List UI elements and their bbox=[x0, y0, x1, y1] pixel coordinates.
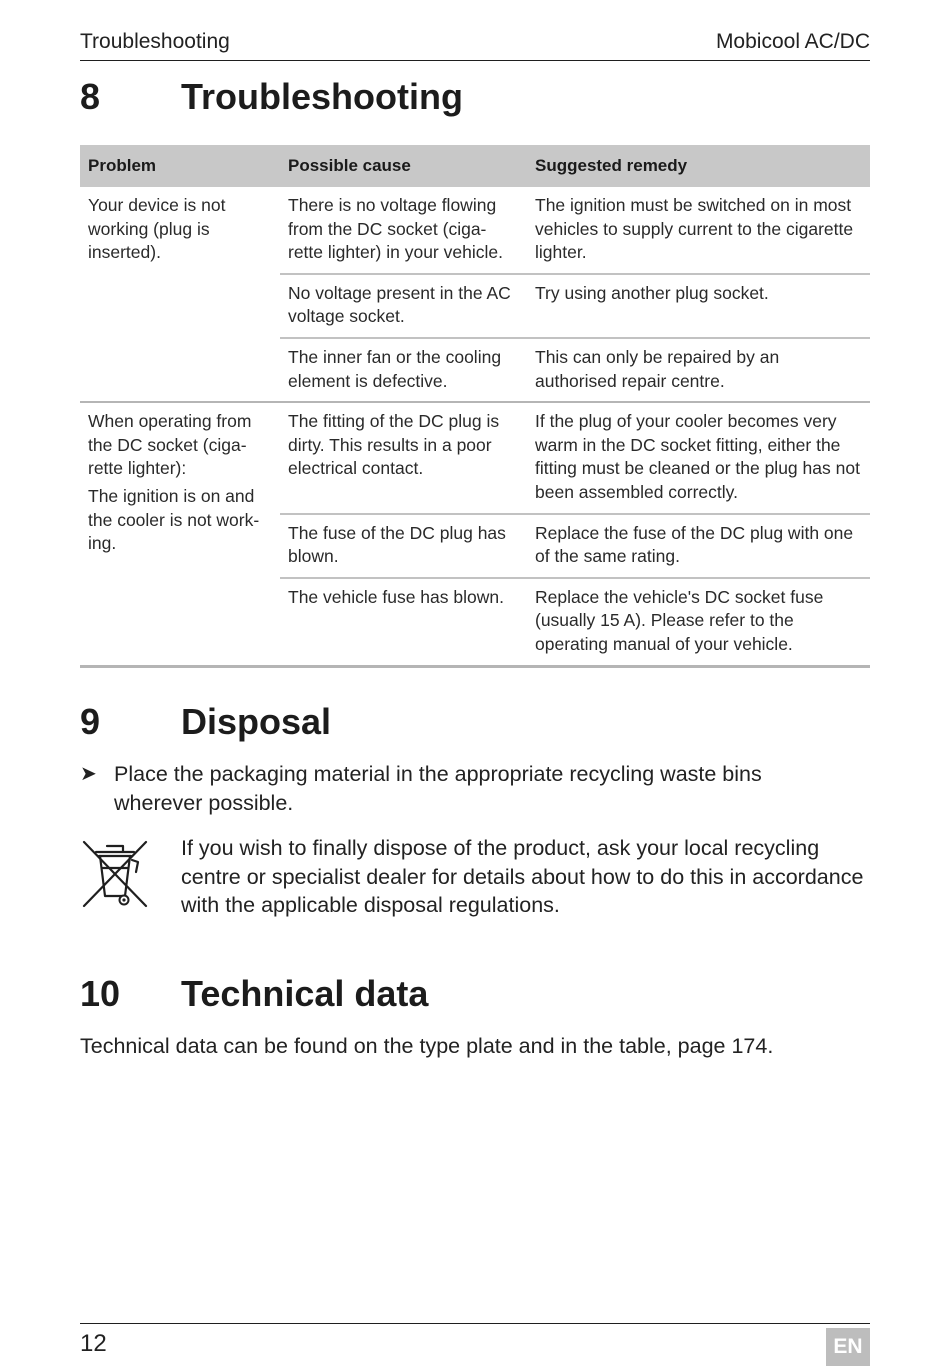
running-header bbox=[80, 28, 870, 61]
section-number: 8 bbox=[80, 76, 101, 117]
remedy-cell: Replace the vehicle's DC socket fuse (usually 15 A). Please refer to the operating manual of your vehicle. bbox=[527, 578, 870, 666]
page-number: 12 bbox=[80, 1330, 107, 1357]
cause-cell: The fitting of the DC plug is dirty. This results in a poor electrical contact. bbox=[280, 402, 527, 513]
problem-text: The ignition is on and the cooler is not work-ing. bbox=[88, 485, 260, 554]
section-title: Technical data bbox=[181, 973, 429, 1014]
problem-cell bbox=[80, 402, 280, 666]
remedy-cell: Try using another plug socket. bbox=[527, 274, 870, 338]
problem-cell bbox=[80, 187, 280, 402]
column-header-problem: Problem bbox=[80, 145, 280, 187]
section-title: Troubleshooting bbox=[181, 76, 463, 117]
cause-cell: The vehicle fuse has blown. bbox=[280, 578, 527, 666]
cause-cell: The inner fan or the cooling element is defective. bbox=[280, 338, 527, 402]
column-header-cause: Possible cause bbox=[280, 145, 527, 187]
problem-text: Your device is not working (plug is inserted). bbox=[88, 195, 226, 263]
remedy-cell: This can only be repaired by an authorised repair centre. bbox=[527, 338, 870, 402]
table-row bbox=[80, 187, 870, 274]
page-footer bbox=[80, 1323, 870, 1366]
running-header-product: Mobicool AC/DC bbox=[715, 30, 870, 53]
disposal-note-text: If you wish to finally dispose of the product, ask your local recycling centre or specialist dealer for details about how to do this in accordance with the applicable disposal regulations. bbox=[181, 836, 864, 917]
cause-cell: There is no voltage flowing from the DC socket (ciga-rette lighter) in your vehicle. bbox=[280, 187, 527, 274]
disposal-note bbox=[80, 834, 870, 917]
table-header-row bbox=[80, 145, 870, 187]
running-header-section: Troubleshooting bbox=[80, 30, 230, 53]
remedy-cell: The ignition must be switched on in most vehicles to supply current to the cigarette lighter. bbox=[527, 187, 870, 274]
language-badge: EN bbox=[826, 1328, 870, 1366]
section-title: Disposal bbox=[181, 701, 332, 742]
troubleshooting-table bbox=[80, 145, 870, 668]
crossed-out-wheelie-bin-icon bbox=[80, 838, 150, 910]
bullet-arrow-icon: ➤ bbox=[80, 763, 97, 785]
remedy-cell: Replace the fuse of the DC plug with one of the same rating. bbox=[527, 514, 870, 578]
bullet-text: Place the packaging material in the appropriate recycling waste bins wherever possible. bbox=[114, 762, 762, 815]
section-number: 9 bbox=[80, 701, 101, 742]
remedy-cell: If the plug of your cooler becomes very warm in the DC socket fitting, either the fitting must be cleaned or the plug has not been assembled correctly. bbox=[527, 402, 870, 513]
problem-text: When operating from the DC socket (ciga-rette lighter): bbox=[88, 411, 252, 479]
section-number: 10 bbox=[80, 973, 121, 1014]
technical-data-text: Technical data can be found on the type plate and in the table, page 174. bbox=[80, 1034, 774, 1058]
table-row bbox=[80, 402, 870, 513]
column-header-remedy: Suggested remedy bbox=[527, 145, 870, 187]
cause-cell: No voltage present in the AC voltage socket. bbox=[280, 274, 527, 338]
cause-cell: The fuse of the DC plug has blown. bbox=[280, 514, 527, 578]
